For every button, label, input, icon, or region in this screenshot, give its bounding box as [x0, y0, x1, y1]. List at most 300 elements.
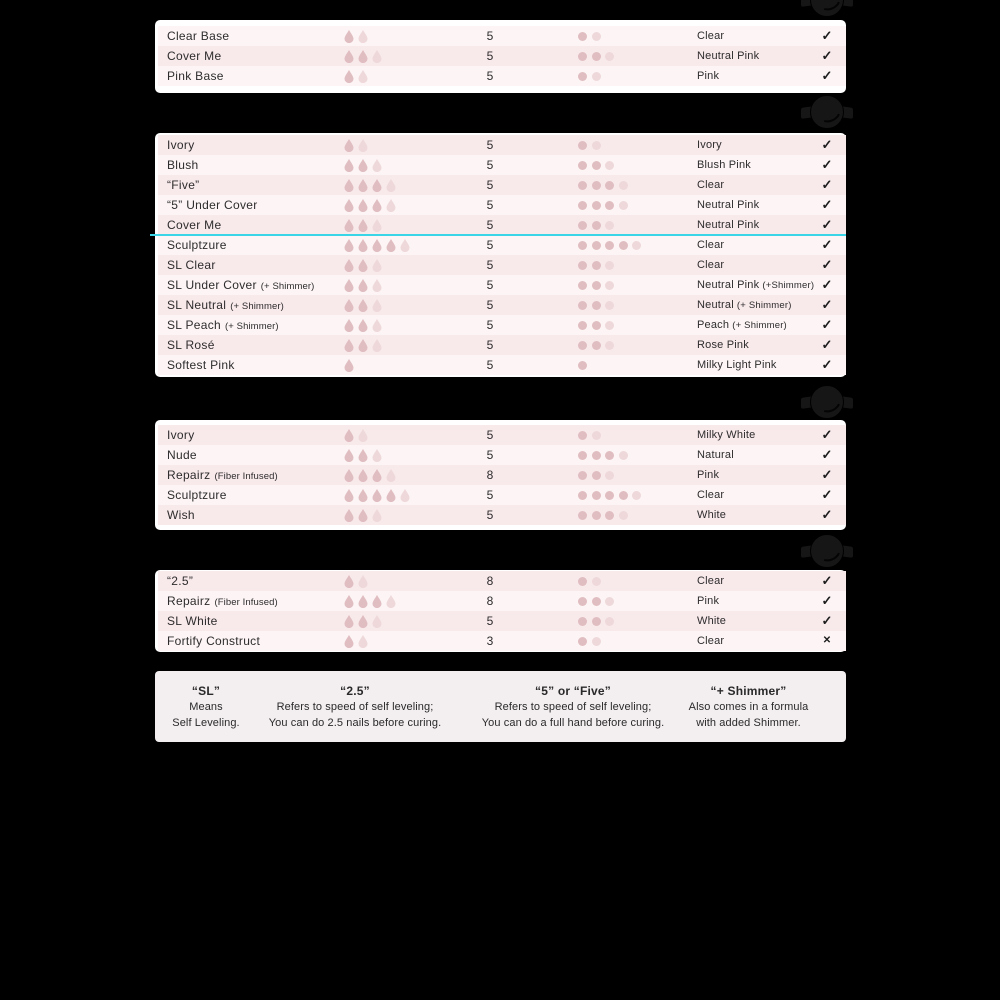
opacity-dot-icon [619, 181, 628, 190]
leveling-number: 8 [486, 574, 494, 588]
approved-check-icon: ✓ [821, 177, 833, 192]
viscosity-droplets [344, 449, 382, 461]
color-name: Clear [697, 489, 725, 501]
approved-check-icon: ✓ [821, 137, 833, 152]
viscosity-droplets [344, 319, 382, 331]
product-name: Sculptzure [167, 238, 227, 252]
product-name: Fortify Construct [167, 634, 261, 648]
viscosity-droplet-icon [344, 299, 354, 312]
approved-check-icon: ✓ [821, 507, 833, 522]
color-name: White [697, 615, 727, 627]
viscosity-droplet-icon [372, 259, 382, 272]
viscosity-droplets [344, 159, 382, 171]
table-row [158, 235, 846, 255]
opacity-dot-icon [632, 491, 641, 500]
viscosity-droplet-icon [344, 489, 354, 502]
approved-check-icon: ✓ [821, 28, 833, 43]
approved-check-icon: ✓ [821, 427, 833, 442]
viscosity-droplet-icon [358, 449, 368, 462]
table-row [158, 315, 846, 335]
opacity-dot-icon [632, 241, 641, 250]
product-name: Repairz (Fiber Infused) [167, 468, 278, 482]
color-note: (+Shimmer) [762, 280, 815, 291]
legend-term: “+ Shimmer” [710, 684, 787, 698]
opacity-dot-icon [592, 577, 601, 586]
viscosity-droplets [344, 339, 382, 351]
viscosity-droplet-icon [344, 139, 354, 152]
opacity-dots [578, 141, 601, 150]
viscosity-droplets [344, 70, 368, 82]
viscosity-droplet-icon [344, 199, 354, 212]
table-row [158, 465, 846, 485]
viscosity-droplet-icon [358, 429, 368, 442]
table-row [158, 255, 846, 275]
approved-check-icon: ✓ [821, 297, 833, 312]
opacity-dot-icon [578, 261, 587, 270]
viscosity-droplet-icon [344, 595, 354, 608]
viscosity-droplet-icon [358, 595, 368, 608]
table-row [158, 215, 846, 235]
opacity-dot-icon [578, 52, 587, 61]
opacity-dot-icon [578, 201, 587, 210]
brand-badge-icon [801, 385, 853, 419]
opacity-dot-icon [578, 221, 587, 230]
legend-column [651, 683, 846, 731]
product-name: Ivory [167, 428, 195, 442]
viscosity-droplet-icon [372, 279, 382, 292]
opacity-dot-icon [619, 511, 628, 520]
product-note: (+ Shimmer) [230, 301, 284, 312]
viscosity-droplet-icon [358, 279, 368, 292]
table-row [158, 335, 846, 355]
product-name: SL Clear [167, 258, 216, 272]
product-name: SL White [167, 614, 218, 628]
color-name: Neutral Pink [697, 50, 760, 62]
opacity-dot-icon [605, 221, 614, 230]
viscosity-droplet-icon [372, 489, 382, 502]
viscosity-droplets [344, 489, 410, 501]
product-note: (Fiber Infused) [214, 597, 278, 608]
viscosity-droplet-icon [386, 199, 396, 212]
approved-check-icon: ✓ [821, 277, 833, 292]
opacity-dot-icon [592, 261, 601, 270]
opacity-dot-icon [578, 431, 587, 440]
viscosity-droplet-icon [372, 299, 382, 312]
viscosity-droplet-icon [386, 179, 396, 192]
opacity-dots [578, 221, 614, 230]
leveling-number: 8 [486, 468, 494, 482]
product-name: Nude [167, 448, 197, 462]
viscosity-droplet-icon [372, 615, 382, 628]
not-approved-x-icon: ✕ [822, 635, 832, 646]
viscosity-droplets [344, 50, 382, 62]
viscosity-droplet-icon [358, 319, 368, 332]
product-name: SL Rosé [167, 338, 215, 352]
opacity-dot-icon [592, 617, 601, 626]
viscosity-droplet-icon [358, 469, 368, 482]
viscosity-droplet-icon [344, 635, 354, 648]
color-name: Neutral (+ Shimmer) [697, 299, 792, 311]
approved-check-icon: ✓ [821, 357, 833, 372]
viscosity-droplet-icon [358, 635, 368, 648]
table-row [158, 505, 846, 525]
approved-check-icon: ✓ [821, 157, 833, 172]
legend-line: Means [189, 701, 223, 713]
table-row [158, 295, 846, 315]
opacity-dot-icon [605, 597, 614, 606]
opacity-dot-icon [619, 201, 628, 210]
viscosity-droplets [344, 429, 368, 441]
opacity-dot-icon [578, 471, 587, 480]
opacity-dots [578, 617, 614, 626]
leveling-number: 5 [486, 278, 494, 292]
opacity-dot-icon [605, 321, 614, 330]
viscosity-droplet-icon [358, 239, 368, 252]
color-name: Clear [697, 259, 725, 271]
opacity-dot-icon [592, 221, 601, 230]
opacity-dot-icon [605, 491, 614, 500]
table-row [158, 445, 846, 465]
opacity-dots [578, 491, 641, 500]
viscosity-droplet-icon [358, 30, 368, 43]
badge-disc [810, 534, 844, 568]
opacity-dots [578, 361, 587, 370]
opacity-dots [578, 301, 614, 310]
approved-check-icon: ✓ [821, 48, 833, 63]
opacity-dots [578, 451, 628, 460]
leveling-number: 5 [486, 138, 494, 152]
opacity-dot-icon [605, 181, 614, 190]
color-name: Clear [697, 635, 725, 647]
viscosity-droplet-icon [358, 509, 368, 522]
opacity-dot-icon [592, 451, 601, 460]
table-row [158, 425, 846, 445]
opacity-dot-icon [578, 32, 587, 41]
opacity-dot-icon [592, 511, 601, 520]
opacity-dot-icon [578, 577, 587, 586]
opacity-dot-icon [578, 301, 587, 310]
product-name: Clear Base [167, 29, 230, 43]
viscosity-droplet-icon [372, 449, 382, 462]
opacity-dots [578, 321, 614, 330]
product-name: “Five” [167, 178, 200, 192]
opacity-dot-icon [592, 491, 601, 500]
opacity-dot-icon [592, 431, 601, 440]
viscosity-droplets [344, 595, 396, 607]
color-name: Neutral Pink (+Shimmer) [697, 279, 815, 291]
color-name: Rose Pink [697, 339, 749, 351]
opacity-dot-icon [592, 471, 601, 480]
approved-check-icon: ✓ [821, 317, 833, 332]
legend-line: Also comes in a formula [688, 701, 809, 713]
viscosity-droplets [344, 30, 368, 42]
opacity-dots [578, 431, 601, 440]
legend-term: “5” or “Five” [535, 684, 611, 698]
opacity-dot-icon [605, 471, 614, 480]
viscosity-droplet-icon [372, 469, 382, 482]
viscosity-droplet-icon [344, 50, 354, 63]
leveling-number: 5 [486, 508, 494, 522]
opacity-dot-icon [605, 451, 614, 460]
product-name: Ivory [167, 138, 195, 152]
leveling-number: 5 [486, 69, 494, 83]
product-name: SL Under Cover (+ Shimmer) [167, 278, 315, 292]
opacity-dot-icon [578, 321, 587, 330]
viscosity-droplet-icon [358, 615, 368, 628]
opacity-dot-icon [605, 281, 614, 290]
viscosity-droplet-icon [372, 339, 382, 352]
badge-swirl [814, 537, 844, 565]
table-strengthening-gels [155, 570, 846, 652]
leveling-number: 3 [486, 634, 494, 648]
opacity-dot-icon [578, 637, 587, 646]
opacity-dot-icon [592, 321, 601, 330]
color-name: Neutral Pink [697, 219, 760, 231]
leveling-number: 8 [486, 594, 494, 608]
leveling-number: 5 [486, 488, 494, 502]
viscosity-droplet-icon [344, 259, 354, 272]
opacity-dot-icon [578, 141, 587, 150]
viscosity-droplet-icon [358, 339, 368, 352]
viscosity-droplet-icon [358, 179, 368, 192]
product-name: Sculptzure [167, 488, 227, 502]
opacity-dots [578, 261, 614, 270]
opacity-dot-icon [578, 361, 587, 370]
legend-column [235, 683, 475, 731]
viscosity-droplet-icon [358, 219, 368, 232]
viscosity-droplet-icon [344, 449, 354, 462]
viscosity-droplets [344, 469, 396, 481]
opacity-dots [578, 281, 614, 290]
opacity-dot-icon [605, 617, 614, 626]
product-name: SL Peach (+ Shimmer) [167, 318, 279, 332]
opacity-dot-icon [592, 341, 601, 350]
color-name: Pink [697, 469, 720, 481]
leveling-number: 5 [486, 49, 494, 63]
opacity-dot-icon [605, 52, 614, 61]
leveling-number: 5 [486, 448, 494, 462]
table-row [158, 485, 846, 505]
viscosity-droplets [344, 575, 368, 587]
color-name: Milky Light Pink [697, 359, 777, 371]
viscosity-droplet-icon [386, 469, 396, 482]
opacity-dot-icon [592, 72, 601, 81]
color-name: Neutral Pink [697, 199, 760, 211]
leveling-number: 5 [486, 358, 494, 372]
opacity-dot-icon [605, 241, 614, 250]
opacity-dot-icon [578, 617, 587, 626]
table-row [158, 155, 846, 175]
opacity-dots [578, 181, 628, 190]
approved-check-icon: ✓ [821, 217, 833, 232]
brand-badge-icon [801, 95, 853, 129]
leveling-number: 5 [486, 218, 494, 232]
opacity-dot-icon [592, 637, 601, 646]
viscosity-droplet-icon [386, 239, 396, 252]
legend-term: “2.5” [340, 684, 370, 698]
color-name: Natural [697, 449, 734, 461]
legend-panel [155, 671, 846, 742]
color-name: White [697, 509, 727, 521]
opacity-dot-icon [592, 181, 601, 190]
product-name: Cover Me [167, 218, 222, 232]
color-name: Clear [697, 179, 725, 191]
color-name: Blush Pink [697, 159, 751, 171]
approved-check-icon: ✓ [821, 68, 833, 83]
approved-check-icon: ✓ [821, 237, 833, 252]
brand-badge-icon [801, 534, 853, 568]
viscosity-droplet-icon [372, 50, 382, 63]
leveling-number: 5 [486, 258, 494, 272]
table-row [158, 571, 846, 591]
opacity-dot-icon [578, 161, 587, 170]
brand-badge-icon [801, 0, 853, 17]
opacity-dots [578, 241, 641, 250]
approved-check-icon: ✓ [821, 337, 833, 352]
product-name: Repairz (Fiber Infused) [167, 594, 278, 608]
viscosity-droplet-icon [344, 339, 354, 352]
badge-disc [810, 95, 844, 129]
viscosity-droplet-icon [372, 319, 382, 332]
viscosity-droplets [344, 219, 382, 231]
color-note: (+ Shimmer) [736, 300, 792, 311]
table-sculpting-gels [155, 420, 846, 530]
approved-check-icon: ✓ [821, 197, 833, 212]
product-name: Cover Me [167, 49, 222, 63]
viscosity-droplet-icon [344, 429, 354, 442]
opacity-dots [578, 597, 614, 606]
opacity-dot-icon [605, 301, 614, 310]
table-row [158, 275, 846, 295]
table-row [158, 631, 846, 651]
color-name: Ivory [697, 139, 722, 151]
leveling-number: 5 [486, 614, 494, 628]
color-name: Peach (+ Shimmer) [697, 319, 787, 331]
highlight-divider-line [150, 234, 846, 237]
viscosity-droplets [344, 299, 382, 311]
badge-swirl [814, 388, 844, 416]
viscosity-droplets [344, 359, 354, 371]
opacity-dot-icon [578, 72, 587, 81]
viscosity-droplet-icon [358, 489, 368, 502]
legend-line: Refers to speed of self leveling; [494, 701, 652, 713]
product-name: Blush [167, 158, 199, 172]
product-name: Pink Base [167, 69, 224, 83]
leveling-number: 5 [486, 318, 494, 332]
product-note: (Fiber Infused) [214, 471, 278, 482]
opacity-dots [578, 32, 601, 41]
leveling-number: 5 [486, 29, 494, 43]
opacity-dot-icon [605, 511, 614, 520]
opacity-dot-icon [592, 301, 601, 310]
opacity-dot-icon [605, 201, 614, 210]
legend-line: You can do a full hand before curing. [481, 717, 665, 729]
opacity-dot-icon [578, 491, 587, 500]
viscosity-droplet-icon [344, 239, 354, 252]
viscosity-droplet-icon [344, 469, 354, 482]
opacity-dot-icon [592, 32, 601, 41]
opacity-dots [578, 341, 614, 350]
approved-check-icon: ✓ [821, 257, 833, 272]
approved-check-icon: ✓ [821, 447, 833, 462]
viscosity-droplet-icon [344, 159, 354, 172]
product-note: (+ Shimmer) [225, 321, 279, 332]
opacity-dot-icon [592, 52, 601, 61]
viscosity-droplet-icon [358, 199, 368, 212]
opacity-dot-icon [619, 451, 628, 460]
viscosity-droplet-icon [372, 595, 382, 608]
viscosity-droplet-icon [400, 239, 410, 252]
opacity-dot-icon [578, 241, 587, 250]
product-name: “2.5” [167, 574, 194, 588]
opacity-dots [578, 201, 628, 210]
opacity-dots [578, 637, 601, 646]
legend-line: You can do 2.5 nails before curing. [268, 717, 442, 729]
viscosity-droplet-icon [358, 259, 368, 272]
viscosity-droplet-icon [344, 615, 354, 628]
viscosity-droplet-icon [386, 595, 396, 608]
leveling-number: 5 [486, 238, 494, 252]
product-note: (+ Shimmer) [260, 281, 315, 292]
opacity-dot-icon [578, 281, 587, 290]
opacity-dot-icon [592, 597, 601, 606]
leveling-number: 5 [486, 178, 494, 192]
viscosity-droplets [344, 635, 368, 647]
table-row [158, 66, 846, 86]
opacity-dot-icon [578, 341, 587, 350]
leveling-number: 5 [486, 338, 494, 352]
opacity-dot-icon [592, 241, 601, 250]
opacity-dots [578, 471, 614, 480]
badge-swirl [814, 98, 844, 126]
viscosity-droplet-icon [372, 219, 382, 232]
opacity-dot-icon [578, 597, 587, 606]
color-note: (+ Shimmer) [732, 320, 787, 331]
opacity-dot-icon [592, 141, 601, 150]
viscosity-droplet-icon [358, 139, 368, 152]
opacity-dot-icon [605, 341, 614, 350]
viscosity-droplets [344, 259, 382, 271]
opacity-dot-icon [605, 161, 614, 170]
opacity-dots [578, 161, 614, 170]
table-row [158, 26, 846, 46]
badge-swirl [814, 0, 844, 14]
leveling-number: 5 [486, 158, 494, 172]
viscosity-droplets [344, 615, 382, 627]
viscosity-droplets [344, 239, 410, 251]
table-builder-gels [155, 133, 846, 377]
opacity-dot-icon [592, 281, 601, 290]
legend-line: with added Shimmer. [696, 717, 801, 729]
color-name: Milky White [697, 429, 756, 441]
table-row [158, 135, 846, 155]
legend-term: “SL” [191, 684, 221, 698]
color-name: Clear [697, 575, 725, 587]
viscosity-droplets [344, 509, 382, 521]
opacity-dot-icon [592, 161, 601, 170]
viscosity-droplet-icon [400, 489, 410, 502]
opacity-dot-icon [619, 491, 628, 500]
opacity-dots [578, 52, 614, 61]
product-name: Wish [167, 508, 195, 522]
viscosity-droplet-icon [358, 575, 368, 588]
table-row [158, 195, 846, 215]
viscosity-droplet-icon [358, 299, 368, 312]
viscosity-droplets [344, 199, 396, 211]
opacity-dots [578, 577, 601, 586]
viscosity-droplet-icon [372, 179, 382, 192]
color-name: Pink [697, 70, 720, 82]
